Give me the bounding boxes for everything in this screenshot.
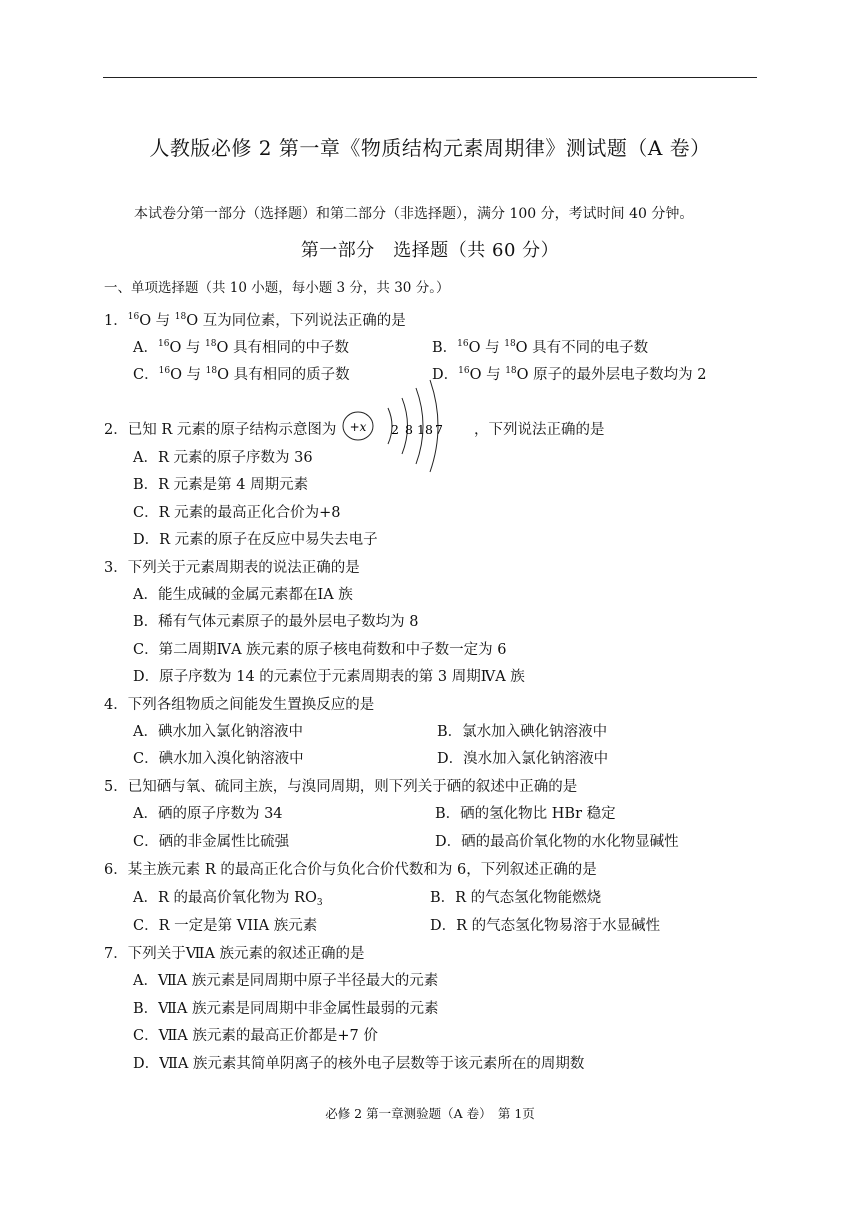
q7-option-a: A．ⅦA 族元素是同周期中原子半径最大的元素 bbox=[133, 973, 439, 989]
shell-count-2: 8 bbox=[405, 422, 413, 437]
q5-option-b: B．硒的氢化物比 HBr 稳定 bbox=[435, 806, 616, 822]
q5-option-a: A．硒的原子序数为 34 bbox=[133, 806, 283, 822]
q5-option-d: D．硒的最高价氧化物的水化物显碱性 bbox=[435, 834, 679, 850]
page-footer: 必修 2 第一章测验题（A 卷） 第 1页 bbox=[325, 1106, 535, 1121]
q4-option-c: C．碘水加入溴化钠溶液中 bbox=[133, 751, 304, 767]
q4-option-b: B．氯水加入碘化钠溶液中 bbox=[437, 724, 608, 740]
q7-option-c: C．ⅦA 族元素的最高正价都是+7 价 bbox=[133, 1028, 378, 1044]
question-number: 1． bbox=[104, 313, 128, 329]
q6-option-a: A．R 的最高价氧化物为 $RO_3$ bbox=[133, 890, 323, 908]
question-number: 2． bbox=[104, 422, 128, 438]
nucleus-charge: +x bbox=[349, 420, 367, 434]
q3-option-d: D．原子序数为 14 的元素位于元素周期表的第 3 周期ⅣA 族 bbox=[133, 669, 525, 685]
q3-option-b: B．稀有气体元素原子的最外层电子数均为 8 bbox=[133, 614, 419, 630]
q2-option-c: C．R 元素的最高正化合价为+8 bbox=[133, 505, 341, 521]
shell-count-3: 18 bbox=[417, 422, 433, 437]
question-number: 3． bbox=[104, 560, 128, 576]
q3-option-c: C．第二周期ⅣA 族元素的原子核电荷数和中子数一定为 6 bbox=[133, 642, 507, 658]
question-6: 6．某主族元素 R 的最高正化合价与负化合价代数和为 6，下列叙述正确的是 bbox=[104, 862, 597, 878]
q3-option-a: A．能生成碱的金属元素都在ⅠA 族 bbox=[133, 587, 353, 603]
q6-option-c: C．R 一定是第 VIIA 族元素 bbox=[133, 918, 318, 934]
question-4: 4．下列各组物质之间能发生置换反应的是 bbox=[104, 697, 375, 713]
header-rule bbox=[103, 77, 757, 78]
q1-option-d: D．$^{16}$O 与 $^{18}$O 原子的最外层电子数均为 2 bbox=[432, 366, 707, 383]
section-title: 一、单项选择题（共 10 小题，每小题 3 分，共 30 分。） bbox=[104, 280, 450, 296]
q7-option-d: D．ⅦA 族元素其简单阴离子的核外电子层数等于该元素所在的周期数 bbox=[133, 1056, 585, 1072]
q1-option-c: C．$^{16}$O 与 $^{18}$O 具有相同的质子数 bbox=[133, 366, 350, 383]
q4-option-a: A．碘水加入氯化钠溶液中 bbox=[133, 724, 303, 740]
q4-option-d: D．溴水加入氯化钠溶液中 bbox=[437, 751, 609, 767]
q1-option-a: A．$^{16}$O 与 $^{18}$O 具有相同的中子数 bbox=[133, 339, 349, 356]
page-title: 人教版必修 2 第一章《物质结构元素周期律》测试题（A 卷） bbox=[149, 136, 711, 160]
question-2: 2．已知 R 元素的原子结构示意图为 bbox=[104, 422, 337, 438]
question-number: 7． bbox=[104, 946, 128, 962]
q2-option-b: B．R 元素是第 4 周期元素 bbox=[133, 477, 309, 493]
q6-option-b: B．R 的气态氢化物能燃烧 bbox=[430, 890, 602, 906]
shell-count-1: 2 bbox=[391, 422, 399, 437]
q1-option-b: B．$^{16}$O 与 $^{18}$O 具有不同的电子数 bbox=[432, 339, 649, 356]
q6-option-d: D．R 的气态氢化物易溶于水显碱性 bbox=[430, 918, 661, 934]
q5-option-c: C．硒的非金属性比硫强 bbox=[133, 834, 290, 850]
shell-count-4: 7 bbox=[435, 422, 443, 437]
question-5: 5．已知硒与氧、硫同主族，与溴同周期，则下列关于硒的叙述中正确的是 bbox=[104, 779, 578, 795]
question-number: 5． bbox=[104, 779, 128, 795]
question-1: 1．$^{16}$O 与 $^{18}$O 互为同位素，下列说法正确的是 bbox=[104, 312, 406, 329]
question-number: 6． bbox=[104, 862, 128, 878]
q7-option-b: B．ⅦA 族元素是同周期中非金属性最弱的元素 bbox=[133, 1001, 439, 1017]
atomic-structure-diagram bbox=[338, 378, 448, 474]
q2-option-d: D．R 元素的原子在反应中易失去电子 bbox=[133, 532, 378, 548]
question-number: 4． bbox=[104, 697, 128, 713]
question-3: 3．下列关于元素周期表的说法正确的是 bbox=[104, 560, 360, 576]
part-title: 第一部分 选择题（共 60 分） bbox=[300, 240, 560, 261]
q2-stem-tail: ，下列说法正确的是 bbox=[474, 422, 605, 438]
exam-intro: 本试卷分第一部分（选择题）和第二部分（非选择题），满分 100 分，考试时间 40 分钟。 bbox=[134, 206, 694, 222]
question-7: 7．下列关于ⅦA 族元素的叙述正确的是 bbox=[104, 946, 365, 962]
q2-option-a: A．R 元素的原子序数为 36 bbox=[133, 450, 313, 466]
